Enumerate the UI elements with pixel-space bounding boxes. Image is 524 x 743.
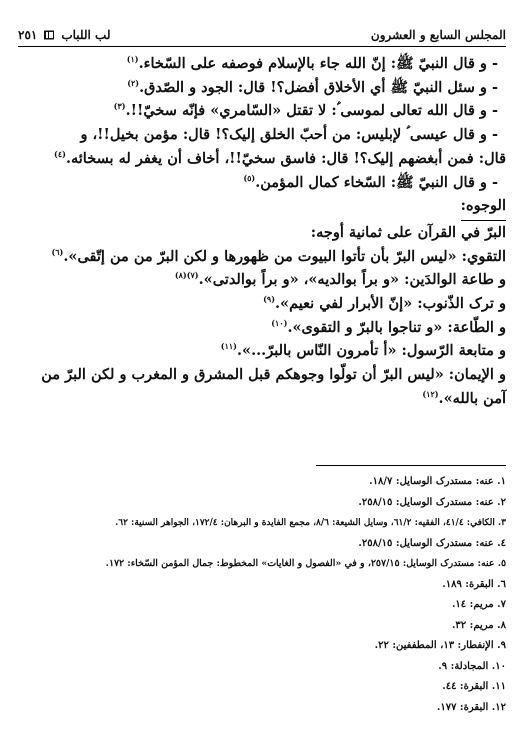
footnote-ref: (٥) — [243, 172, 256, 183]
header-chapter — [371, 28, 506, 42]
footnote-ref: (١٠) — [271, 317, 288, 328]
footnote: ٦. البقرة: ١٨٩. — [442, 578, 506, 590]
footnote-ref: (١١) — [220, 341, 237, 352]
footnote: ١١. البقرة: ٤٤. — [442, 681, 506, 692]
text-line: و الطّاعة: «و تناجوا بالبرّ و التقوى».$^{(١٠)}$ — [271, 317, 506, 336]
text-line: - و قال النبيّ ﷺ: إنّ الله جاء بالإسلام فوصفه على السّخاء.$^{(١)}$ — [126, 54, 498, 72]
text-line: و ترک الذّنوب: «إنّ الأبرار لفي نعيم».$^{(٩)}$ — [263, 294, 506, 313]
text-line: البرّ في القرآن على ثمانية أوجه: — [310, 223, 506, 241]
footnote: ٥. عنه: مستدرک الوسايل: ٢٥٧/١٥، و في «الفصول و الغايات» المخطوط: جمال المؤمن السّخاء: ١٧٢. — [105, 558, 506, 569]
text-line: - و قال عيسى ؑ لإبليس: من أحبّ الخلق إليک؟! قال: مؤمن بخيل!!، و — [80, 126, 498, 144]
text-line: و الإيمان: «ليس البرّ أن تولّوا وجوهكم قبل المشرق و المغرب و لكن البرّ من — [41, 366, 506, 384]
page-number: ٢٥١ — [18, 28, 38, 42]
page-header — [18, 26, 506, 44]
text-line: - و قال الله تعالى لموسى ؑ: لا تقتل «السّامري» فإنّه سخيّ!!.$^{(٣)}$ — [113, 101, 498, 120]
section-heading: الوجوه: — [18, 194, 506, 221]
footnote: ١٢. البقرة: ١٧٧. — [436, 701, 506, 713]
footnotes — [18, 472, 506, 718]
text-line: التقوي: «ليس البرّ بأن تأتوا البيوت من ظهورها و لكن البرّ من من إتّقى».$^{(٦)}$ — [51, 246, 506, 265]
footnote-ref: (٢) — [127, 77, 140, 88]
footnote-ref: (١٢) — [422, 389, 439, 400]
text-line: - و قال النبيّ ﷺ: السّخاء كمال المؤمن.$^{(٥)}$ — [243, 172, 498, 191]
text-line: قال: فمن أبغضهم إليک؟! قال: فاسق سخيّ!!، أخاف أن يغفر له بسخائه.$^{(٤)}$ — [54, 148, 506, 167]
footnote-ref: (٤) — [54, 148, 66, 159]
text-line: آمن بالله».$^{(١٢)}$ — [422, 389, 506, 407]
footnote: ٨. مريم: ٣٢. — [451, 619, 506, 631]
text-line: - و سئل النبيّ ﷺ أي الأخلاق أفضل؟! قال: الجود و الصّدق.$^{(٢)}$ — [127, 77, 498, 96]
footnote: ١٠. المجادلة: ٩. — [438, 660, 506, 672]
footnote: ٧. مريم: ١٤. — [451, 599, 506, 610]
book-icon — [43, 29, 55, 41]
main-text — [18, 52, 506, 411]
header-rule — [18, 46, 506, 47]
footnote: ٣. الكافي: ٤١/٤، الفقيه: ٦١/٢، وسايل الشيعة: ٨/٦، مجمع الفايدة و البرهان: ١٧٢/٤، الجواهر السنية: ٦٢. — [115, 518, 506, 528]
footnote-ref: (٩) — [263, 294, 275, 305]
footnote: ١. عنه: مستدرک الوسايل: ١٨/٧. — [369, 476, 506, 487]
footnote-ref: (١) — [126, 54, 139, 65]
book-title: لب اللباب — [61, 28, 111, 42]
footnote-ref: (٨) — [174, 270, 187, 281]
chapter-title: المجلس السابع و العشرون — [370, 28, 506, 42]
footnote-ref: (٣) — [113, 101, 126, 112]
footnote: ٢. عنه: مستدرک الوسايل: ٢٥٨/١٥. — [358, 496, 506, 508]
footnote-rule — [316, 465, 506, 466]
footnote-ref: (٦) — [51, 246, 64, 257]
text-line: و متابعة الرّسول: «أ تأمرون النّاس بالبرّ...».$^{(١١)}$ — [220, 341, 506, 360]
footnote: ٤. عنه: مستدرک الوسايل: ٢٥٨/١٥. — [358, 537, 506, 549]
text-line: و طاعة الوالدَين: «و براً بوالديه»، «و براً بوالدتى».$^{(٧)(٨)}$ — [174, 270, 506, 289]
header-book — [18, 28, 111, 42]
footnote-ref: (٧) — [186, 270, 199, 281]
footnote: ٩. الإنفطار: ١٣، المطففين: ٢٢. — [374, 640, 506, 651]
